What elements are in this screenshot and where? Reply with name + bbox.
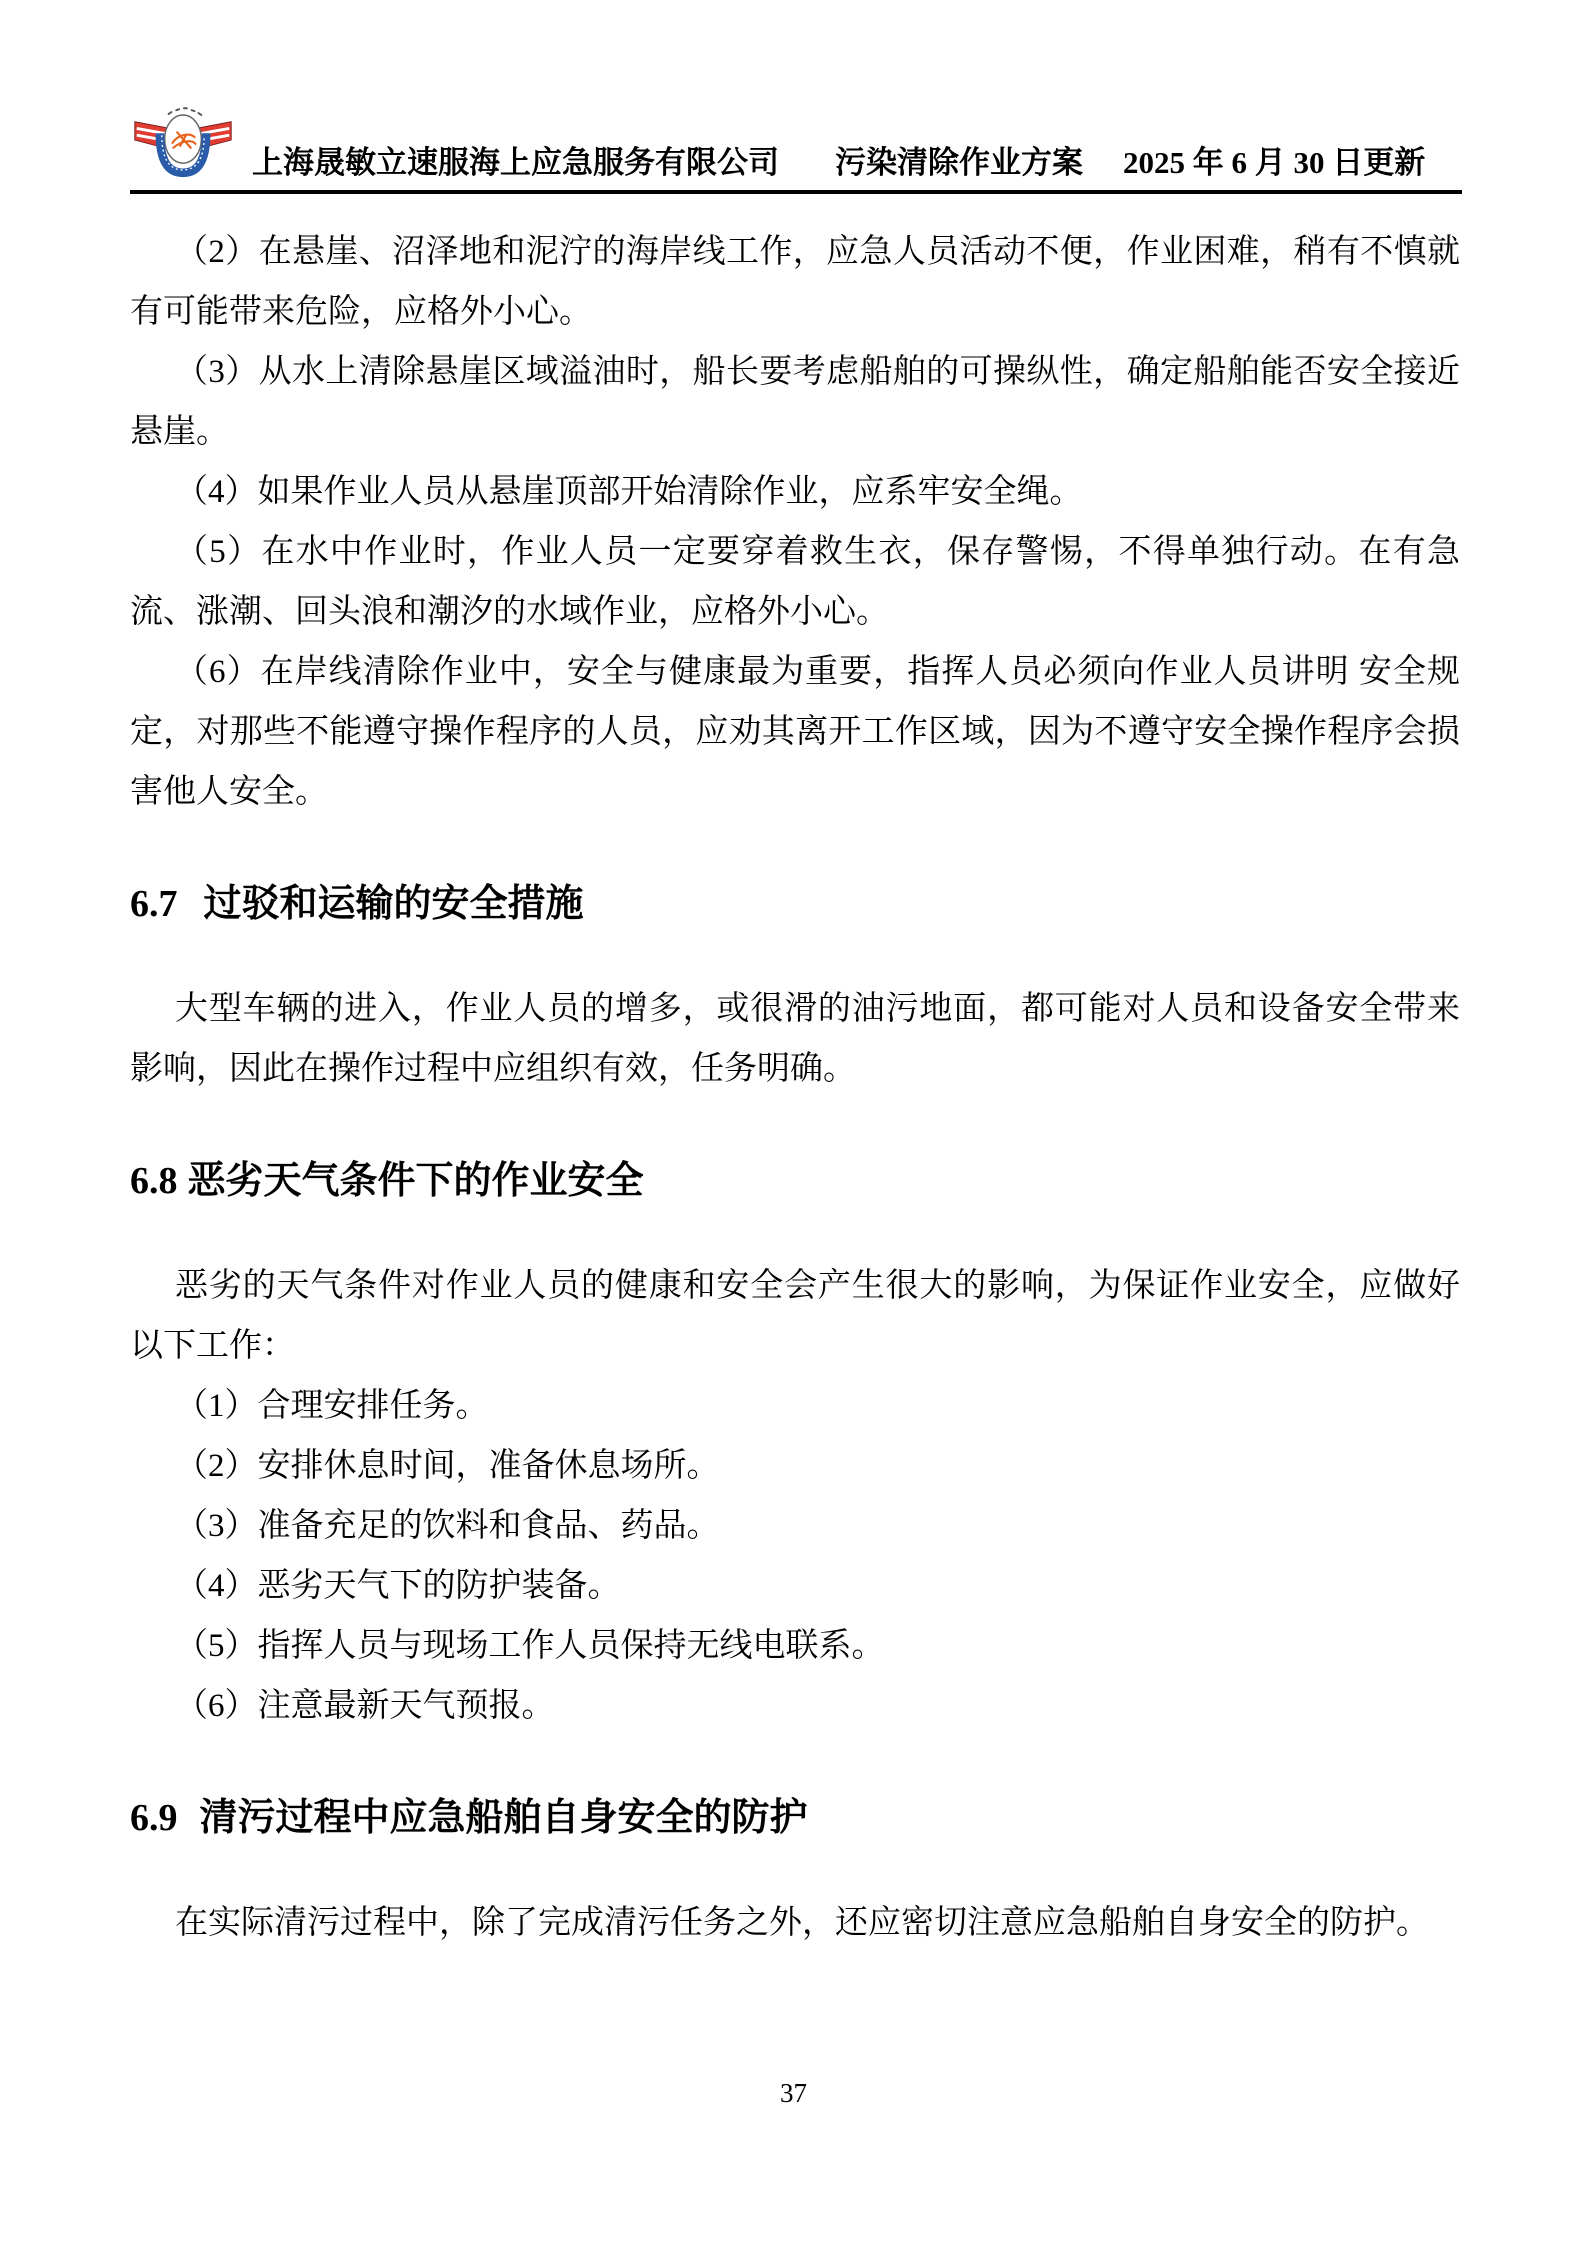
update-date: 2025 年 6 月 30 日更新 xyxy=(1123,145,1426,180)
section-title: 恶劣天气条件下的作业安全 xyxy=(187,1160,644,1202)
paragraph-safety-rope: （4）如果作业人员从悬崖顶部开始清除作业，应系牢安全绳。 xyxy=(175,474,1083,510)
page-number: 37 xyxy=(780,2078,807,2108)
section-number: 6.8 xyxy=(130,1160,178,1202)
page-header xyxy=(130,106,1462,194)
paragraph-water-operations: （5）在水中作业时，作业人员一定要穿着救生衣，保存警惕，不得单独行动。在有急流、涨潮、回头浪和潮汐的水域作业，应格外小心。 xyxy=(130,534,1460,630)
document-title: 污染清除作业方案 xyxy=(835,145,1083,180)
paragraph-bad-weather-intro: 恶劣的天气条件对作业人员的健康和安全会产生很大的影响，为保证作业安全，应做好以下工作： xyxy=(130,1268,1460,1364)
company-emblem-logo xyxy=(130,100,236,182)
paragraph-transfer-transport: 大型车辆的进入，作业人员的增多，或很滑的油污地面，都可能对人员和设备安全带来影响，因此在操作过程中应组织有效，任务明确。 xyxy=(130,991,1460,1087)
company-name: 上海晟敏立速服海上应急服务有限公司 xyxy=(252,145,779,180)
list-item-weather-5: （5）指挥人员与现场工作人员保持无线电联系。 xyxy=(175,1628,885,1664)
paragraph-vessel-self-protection: 在实际清污过程中，除了完成清污任务之外，还应密切注意应急船舶自身安全的防护。 xyxy=(175,1905,1429,1941)
page-footer xyxy=(0,2076,1587,2110)
paragraph-shoreline-safety-rules: （6）在岸线清除作业中，安全与健康最为重要，指挥人员必须向作业人员讲明 安全规定，对那些不能遵守操作程序的人员，应劝其离开工作区域，因为不遵守安全操作程序会损害他人安全。 xyxy=(130,654,1460,810)
list-item-weather-1: （1）合理安排任务。 xyxy=(175,1388,489,1424)
document-body xyxy=(130,222,1460,1953)
paragraph-vessel-maneuver: （3）从水上清除悬崖区域溢油时，船长要考虑船舶的可操纵性，确定船舶能否安全接近悬崖。 xyxy=(130,354,1460,450)
list-item-weather-2: （2）安排休息时间，准备休息场所。 xyxy=(175,1448,720,1484)
section-heading-6-7 xyxy=(130,877,1460,931)
list-item-weather-4: （4）恶劣天气下的防护装备。 xyxy=(175,1568,621,1604)
list-item-weather-3: （3）准备充足的饮料和食品、药品。 xyxy=(175,1508,720,1544)
section-number: 6.7 xyxy=(130,883,178,925)
section-number: 6.9 xyxy=(130,1797,178,1839)
section-title: 清污过程中应急船舶自身安全的防护 xyxy=(199,1797,808,1839)
section-heading-6-9 xyxy=(130,1791,1460,1845)
paragraph-cliff-shoreline: （2）在悬崖、沼泽地和泥泞的海岸线工作，应急人员活动不便，作业困难，稍有不慎就有可能带来危险，应格外小心。 xyxy=(130,234,1460,330)
list-item-weather-6: （6）注意最新天气预报。 xyxy=(175,1688,555,1724)
section-title: 过驳和运输的安全措施 xyxy=(203,883,584,925)
logo-arc-text xyxy=(169,108,202,115)
section-heading-6-8 xyxy=(130,1154,1460,1208)
header-text xyxy=(252,147,1425,182)
